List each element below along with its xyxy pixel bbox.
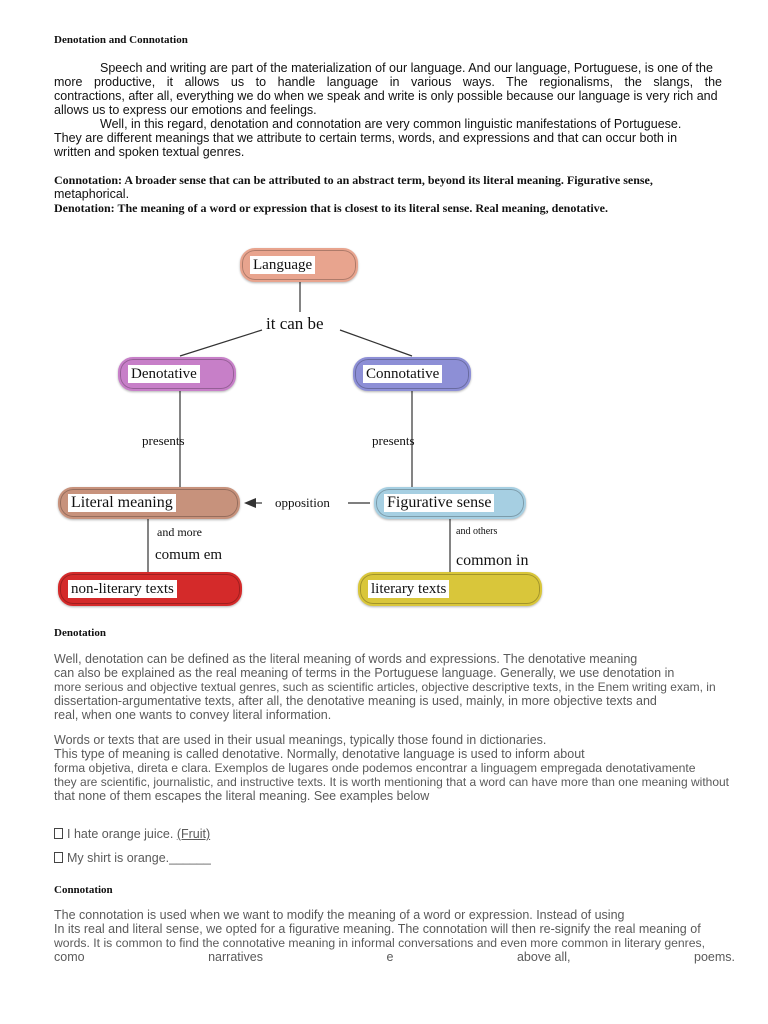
example-2 [54,851,211,865]
node-language [240,248,358,282]
intro-paragraph-1 [54,61,722,117]
label-common-in: common in [456,552,529,569]
node-language-label: Language [250,256,315,274]
node-figurative-sense [374,487,526,519]
denotation-paragraph-1 [54,652,734,722]
denotation-line: forma objetiva, direta e clara. Exemplos de lugares onde podemos encontrar a linguagem empregada denotativamente [54,761,696,775]
node-denotative-label: Denotative [128,365,200,383]
definitions-block [54,173,734,215]
connotation-paragraph [54,908,734,950]
denotation-line: they are scientific, journalistic, and instructive texts. It is worth mentioning that a word can have more than one meaning without [54,775,730,789]
node-literal-meaning [58,487,240,519]
label-presents-left: presents [142,433,185,448]
example-1-text: I hate orange juice. [67,827,174,841]
node-non-literary-texts-label: non-literary texts [68,580,177,598]
intro-line: allows us to express our emotions and feelings. [54,103,317,117]
example-2-blank: ______ [169,851,211,865]
node-figurative-sense-label: Figurative sense [384,494,494,512]
checkbox-glyph-icon [54,828,63,839]
node-connotative-label: Connotative [363,365,442,383]
connotation-line: The connotation is used when we want to modify the meaning of a word or expression. Instead of using [54,908,625,922]
connotation-word: narratives [208,950,263,964]
node-literary-texts [358,572,542,606]
connotation-word: above all, [516,950,571,964]
denotation-line: Words or texts that are used in their usual meanings, typically those found in dictionaries. [54,733,547,747]
example-1-note: (Fruit) [176,827,211,841]
checkbox-glyph-icon [54,852,63,863]
connotation-last-line [54,950,735,964]
intro-line: They are different meanings that we attribute to certain terms, words, and expressions and that can occur both in [54,131,678,145]
denotation-term: Denotation: [54,201,115,215]
node-denotative [118,357,236,391]
node-non-literary-texts [58,572,242,606]
denotation-line: more serious and objective textual genres, such as scientific articles, objective descriptive texts, in the Enem writing exam, in [54,680,716,694]
intro-line: contractions, after all, everything we do when we speak and write is only possible because our language is very rich and [54,89,718,103]
denotation-paragraph-2 [54,733,744,803]
intro-line: Well, in this regard, denotation and connotation are very common linguistic manifestations of Portuguese. [100,117,682,131]
denotation-line: Well, denotation can be defined as the literal meaning of words and expressions. The denotative meaning [54,652,638,666]
denotation-definition: The meaning of a word or expression that is closest to its literal sense. Real meaning, denotative. [114,201,608,215]
connotation-line: In its real and literal sense, we opted for a figurative meaning. The connotation will then re-signify the real meaning of [54,922,701,936]
intro-line: Speech and writing are part of the materialization of our language. And our language, Portuguese, is one of the [100,61,713,75]
connotation-word: poems. [694,950,735,964]
denotation-line: that none of them escapes the literal meaning. See examples below [54,789,430,803]
connotation-line: words. It is common to find the connotative meaning in informal conversations and even more common in literary genres, [54,936,705,950]
connotation-heading: Connotation [54,884,113,896]
label-and-more: and more [157,525,202,539]
intro-line: written and spoken textual genres. [54,145,245,159]
label-it-can-be: it can be [266,314,324,333]
example-2-text: My shirt is orange. [67,851,170,865]
label-and-others: and others [456,526,498,537]
connotation-term: Connotation: [54,173,123,187]
denotation-heading: Denotation [54,627,106,639]
label-opposition: opposition [275,495,330,510]
connotation-word: como [54,950,85,964]
intro-paragraph-2 [54,117,722,159]
connotation-definition-cont: metaphorical. [54,187,130,201]
connotation-word: e [386,950,394,964]
denotation-line: real, when one wants to convey literal information. [54,708,332,722]
label-comum-em: comum em [155,547,223,563]
node-connotative [353,357,471,391]
denotation-line: dissertation-argumentative texts, after all, the denotative meaning is used, mainly, in more objective texts and [54,694,657,708]
page-title: Denotation and Connotation [54,34,188,46]
node-literary-texts-label: literary texts [368,580,449,598]
connotation-definition: A broader sense that can be attributed to an abstract term, beyond its literal meaning. Figurative sense, [122,173,653,187]
intro-line: more productive, it allows us to handle language in various ways. The regionalisms, the slangs, the [54,75,722,89]
denotation-line: can also be explained as the real meaning of terms in the Portuguese language. Generally, we use denotation in [54,666,675,680]
node-literal-meaning-label: Literal meaning [68,494,176,512]
example-1 [54,827,210,841]
label-presents-right: presents [372,433,415,448]
denotation-line: This type of meaning is called denotative. Normally, denotative language is used to inform about [54,747,585,761]
